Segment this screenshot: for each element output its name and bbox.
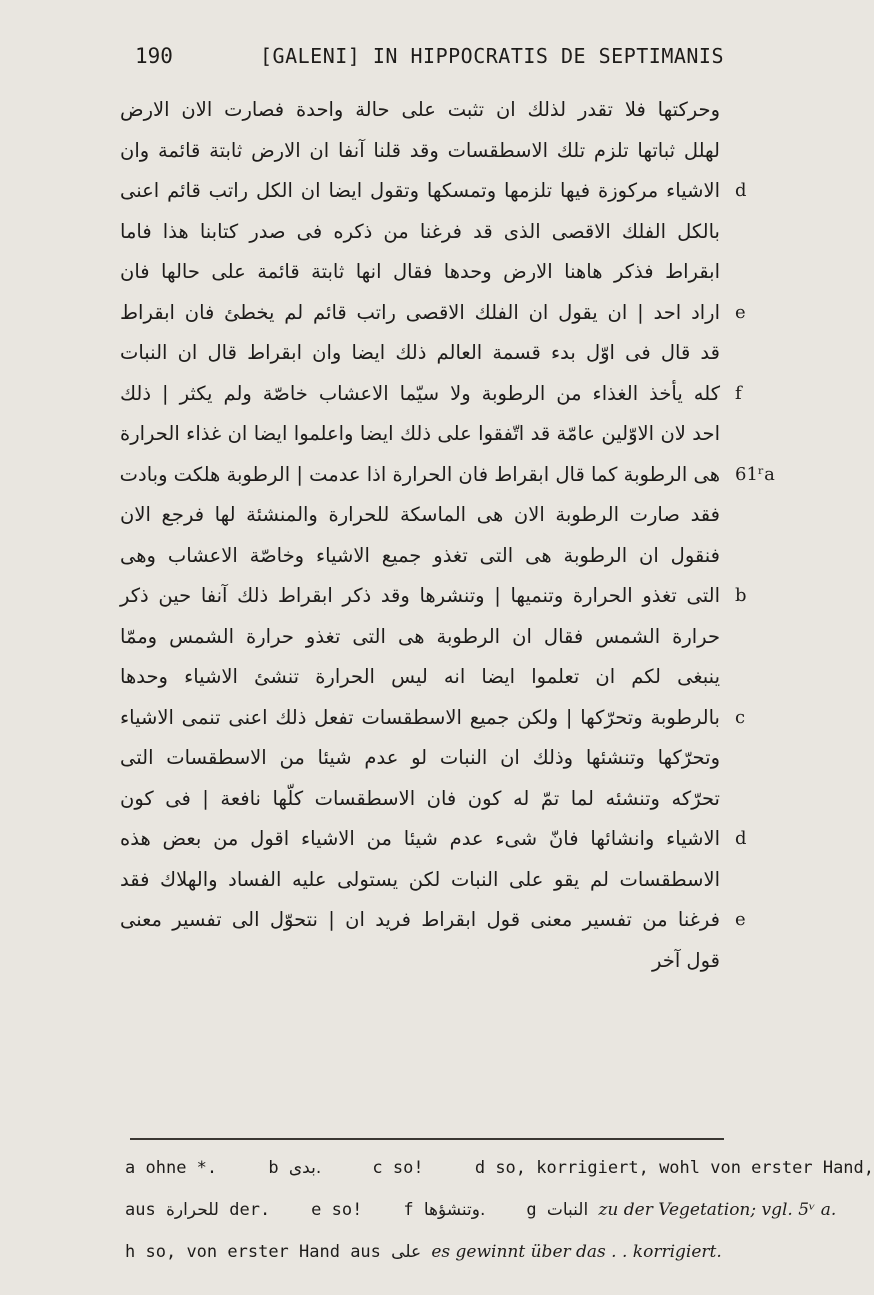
arabic-line-text: اراد احد | ان يقول ان الفلك الاقصى راتب قائم لم يخطئ فان ابقراط <box>120 300 720 324</box>
margin-marker <box>735 414 795 454</box>
text-line <box>0 941 800 981</box>
text-line <box>0 536 800 576</box>
footnote-text-g: zu der Vegetation; vgl. 5ᵛ a. <box>598 1200 837 1220</box>
page-number: 190 <box>135 44 173 68</box>
text-line <box>0 374 800 414</box>
margin-marker: d <box>735 180 747 201</box>
margin-marker <box>735 212 795 252</box>
text-line <box>0 90 800 130</box>
text-line <box>0 171 800 211</box>
text-line <box>0 333 800 373</box>
arabic-line-text: وحركتها فلا تقدر لذلك ان تثبت على حالة واحدة فصارت الان الارض <box>120 98 720 121</box>
text-line <box>0 414 800 454</box>
footnote-label-d: d <box>474 1158 486 1178</box>
footnote-label-g: g <box>526 1200 537 1220</box>
margin-marker <box>735 90 795 130</box>
text-line <box>0 131 800 171</box>
arabic-line-text: لهلل ثباتها تلزم تلك الاسطقسات وقد قلنا آنفا ان الارض ثابتة قائمة وان <box>120 138 720 162</box>
text-line <box>0 698 800 738</box>
margin-marker: e <box>735 909 746 930</box>
margin-marker: 61ʳa <box>735 463 775 485</box>
text-line <box>0 455 800 495</box>
margin-marker <box>735 131 795 171</box>
margin-marker <box>735 941 795 981</box>
footnote-label-c: c <box>372 1158 383 1178</box>
margin-marker <box>735 738 795 778</box>
margin-marker <box>735 860 795 900</box>
footnote-label-e: e <box>311 1200 322 1220</box>
arabic-line-text: فرغنا من تفسير معنى قول ابقراط فريد ان | نتحوّل الى تفسير معنى <box>120 908 720 931</box>
footnote-label-f: f <box>403 1200 414 1220</box>
arabic-line-text: كله يأخذ الغذاء من الرطوبة ولا سيّما الاعشاب خاصّة ولم يكثر | ذلك <box>120 381 720 405</box>
footnote-text-aus: aus <box>125 1200 156 1220</box>
arabic-line-text: فقد صارت الرطوبة الان هى الماسكة للحرارة والمنشئة لها فرجع الان <box>120 503 720 526</box>
text-line <box>0 779 800 819</box>
footnote-line-2 <box>125 1192 837 1228</box>
footnote-line-3 <box>125 1234 745 1270</box>
arabic-line-text: الاسطقسات لم يقو على النبات لكن يستولى عليه الفساد والهلاك فقد <box>120 867 720 891</box>
arabic-line-text: الاشياء مركوزة فيها تلزمها وتمسكها وتقول ايضا ان الكل راتب قائم اعنى <box>120 179 720 202</box>
footnote-text-h1: so, von erster Hand aus <box>145 1242 381 1262</box>
margin-marker: f <box>735 382 742 404</box>
text-line <box>0 576 800 616</box>
text-line <box>0 819 800 859</box>
text-line <box>0 212 800 252</box>
margin-marker <box>735 495 795 535</box>
footnote-text-der: der. <box>229 1200 271 1220</box>
margin-marker: e <box>735 301 746 323</box>
margin-marker: d <box>735 828 747 849</box>
footnote-text-e: so! <box>331 1200 363 1220</box>
footnote-rule <box>130 1138 724 1140</box>
text-line <box>0 900 800 940</box>
margin-marker: b <box>735 585 747 606</box>
arabic-line-text: الاشياء وانشائها فانّ شىء عدم شيئا من الاشياء اقول من بعض هذه <box>120 827 720 850</box>
arabic-line-text: هى الرطوبة كما قال ابقراط فان الحرارة اذا عدمت | الرطوبة هلكت وبادت <box>119 462 720 486</box>
text-line <box>0 657 800 697</box>
margin-marker <box>735 536 795 576</box>
footnote-text-c: so! <box>392 1158 424 1178</box>
running-title: [GALENI] IN HIPPOCRATIS DE SEPTIMANIS <box>260 44 725 68</box>
arabic-line-text: تحرّكه وتنشئه لما تمّ له كون فان الاسطقسات كلّها نافعة | فى كون <box>120 786 720 810</box>
text-line <box>0 495 800 535</box>
text-line <box>0 617 800 657</box>
arabic-line-text: فنقول ان الرطوبة هى التى تغذو جميع الاشياء وخاصّة الاعشاب وهى <box>120 543 720 567</box>
footnote-arabic-d: للحرارة <box>165 1200 219 1220</box>
margin-marker <box>735 779 795 819</box>
text-line <box>0 738 800 778</box>
arabic-line-text: حرارة الشمس فقال ان الرطوبة هى التى تغذو حرارة الشمس وممّا <box>120 624 720 648</box>
arabic-line-text: قول آخر <box>652 948 720 972</box>
margin-marker <box>735 657 795 697</box>
footnote-label-h: h <box>125 1242 136 1262</box>
footnote-line-1 <box>125 1150 874 1186</box>
arabic-line-text: وتحرّكها وتنشئها وذلك ان النبات لو عدم شيئا من الاسطقسات التى <box>120 746 720 769</box>
arabic-line-text: ابقراط فذكر هاهنا الارض وحدها فقال انها ثابتة قائمة على حالها فان <box>120 260 720 283</box>
arabic-line-text: بالرطوبة وتحرّكها | ولكن جميع الاسطقسات تفعل ذلك اعنى تنمى الاشياء <box>120 705 720 729</box>
footnote-text-d: so, korrigiert, wohl von erster Hand, <box>495 1158 874 1178</box>
margin-marker <box>735 252 795 292</box>
arabic-line-text: احد لان الاوّلين عامّة قد اتّفقوا على ذلك ايضا واعلموا ايضا ان غذاء الحرارة <box>120 422 720 445</box>
footnote-arabic-f: وتنشؤها. <box>423 1200 486 1220</box>
arabic-line-text: التى تغذو الحرارة وتنميها | وتنشرها وقد ذكر ابقراط ذلك آنفا حين ذكر <box>120 584 720 607</box>
page-header <box>0 44 800 74</box>
margin-marker <box>735 333 795 373</box>
text-line <box>0 293 800 333</box>
footnote-text-h2: es gewinnt über das . . korrigiert. <box>431 1242 722 1262</box>
margin-marker <box>735 617 795 657</box>
footnote-label-a: a <box>125 1158 136 1178</box>
footnote-arabic-h: على <box>391 1242 422 1262</box>
text-line <box>0 252 800 292</box>
arabic-line-text: قد قال فى اوّل بدء قسمة العالم ذلك ايضا وان ابقراط قال ان النبات <box>120 341 720 364</box>
footnote-arabic-g: النبات <box>546 1200 589 1220</box>
arabic-line-text: بالكل الفلك الاقصى الذى قد فرغنا من ذكره فى صدر كتابنا هذا فاما <box>120 219 720 243</box>
arabic-line-text: ينبغى لكم ان تعلموا ايضا انه ليس الحرارة تنشئ الاشياء وحدها <box>120 665 720 688</box>
margin-marker: c <box>735 706 746 728</box>
text-line <box>0 860 800 900</box>
footnote-text-a: ohne *. <box>145 1158 218 1178</box>
footnote-label-b: b <box>268 1158 279 1178</box>
footnote-arabic-b: بدى. <box>288 1158 322 1178</box>
